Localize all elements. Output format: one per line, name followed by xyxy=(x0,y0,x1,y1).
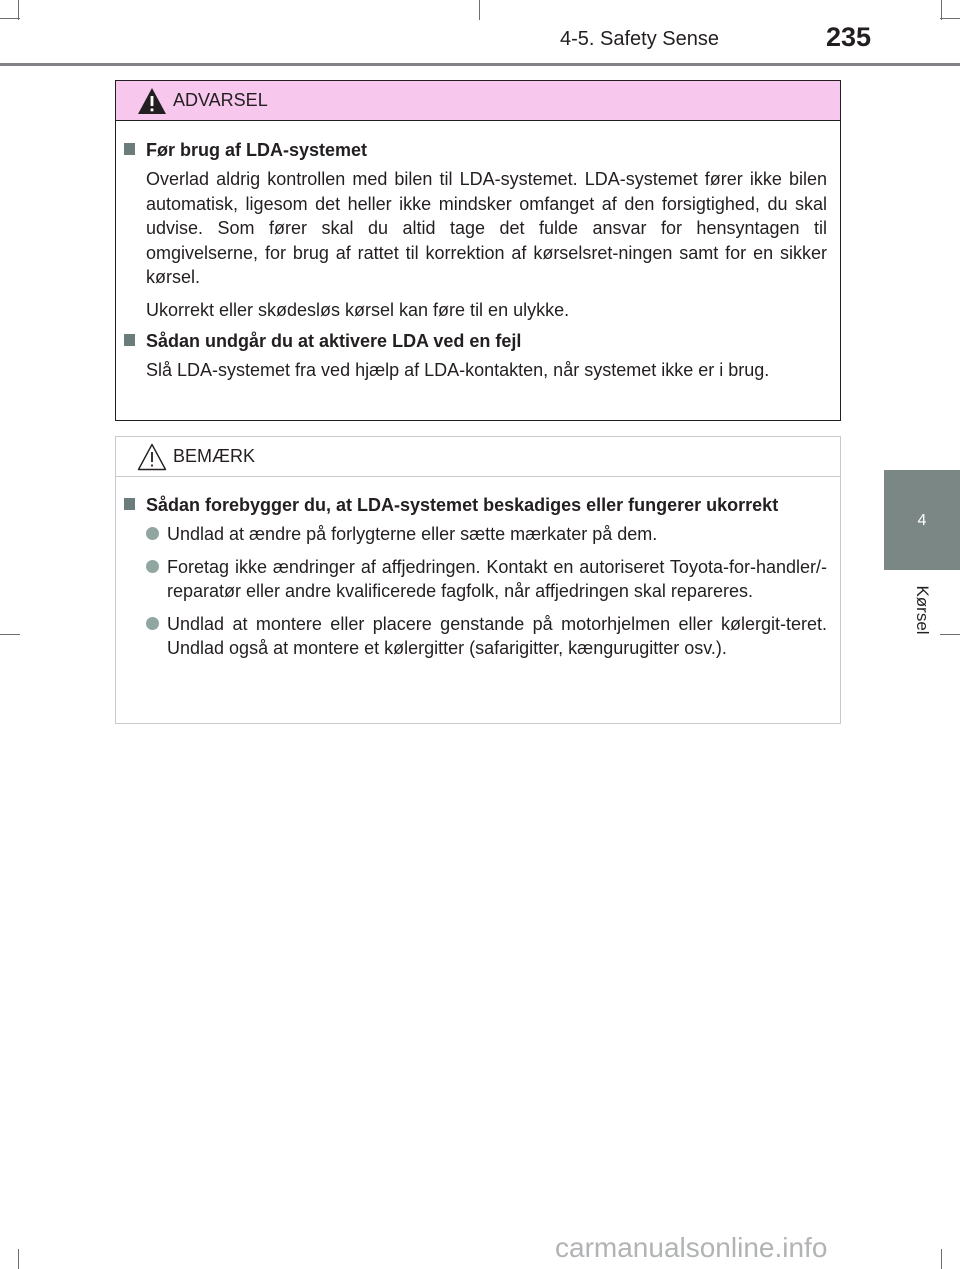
notice-subheading xyxy=(124,492,827,518)
warning-header xyxy=(116,81,840,121)
warning-label: ADVARSEL xyxy=(173,90,268,110)
notice-label: BEMÆRK xyxy=(173,446,256,466)
notice-box xyxy=(115,436,841,724)
crop-mark xyxy=(0,18,20,19)
square-bullet-icon xyxy=(124,498,135,510)
bullet-text: Undlad at montere eller placere genstande på motorhjelmen eller kølergit-teret. Undlad også at montere et kølergitter (safarigitter, kængurugitter osv.). xyxy=(167,613,827,658)
round-bullet-icon xyxy=(146,527,159,540)
notice-header xyxy=(116,437,840,477)
crop-mark xyxy=(18,0,19,20)
chapter-label: Kørsel xyxy=(913,585,932,635)
bullet-text: Foretag ikke ændringer af affjedringen. Kontakt en autoriseret Toyota-for-handler/-reparatør eller andre kvalificerede fagfolk, når affjedringen skal repareres. xyxy=(167,556,827,601)
crop-mark xyxy=(479,0,480,20)
crop-mark xyxy=(18,1249,19,1269)
crop-mark xyxy=(0,634,20,635)
crop-mark xyxy=(941,0,942,20)
crop-mark xyxy=(940,634,960,635)
warning-paragraph: Ukorrekt eller skødesløs kørsel kan føre til en ulykke. xyxy=(146,299,570,320)
notice-bullet xyxy=(146,522,827,547)
crop-mark xyxy=(940,18,960,19)
page-number: 235 xyxy=(826,22,872,52)
warning-paragraph: Slå LDA-systemet fra ved hjælp af LDA-kontakten, når systemet ikke er i brug. xyxy=(146,360,770,380)
notice-bullet xyxy=(146,555,827,604)
warning-subheading xyxy=(124,137,827,163)
crop-mark xyxy=(941,1249,942,1269)
subheading-text: Før brug af LDA-systemet xyxy=(146,140,368,160)
notice-body xyxy=(116,477,840,661)
round-bullet-icon xyxy=(146,617,159,630)
warning-subheading xyxy=(124,328,827,354)
square-bullet-icon xyxy=(124,143,135,155)
warning-triangle-icon xyxy=(136,86,168,116)
notice-triangle-icon xyxy=(136,442,168,472)
warning-paragraph: Overlad aldrig kontrollen med bilen til LDA-systemet. LDA-systemet fører ikke bilen automatisk, ligesom det heller ikke mindsker omfanget af den forsigtighed, du skal udvise. Som fører skal du altid tage det fulde ansvar for hensyntagen til omgivelserne, for brug af rattet til korrektion af kørselsret-ningen samt for en sikker kørsel. xyxy=(146,169,827,287)
warning-box xyxy=(115,80,841,421)
section-title: 4-5. Safety Sense xyxy=(560,28,719,50)
round-bullet-icon xyxy=(146,560,159,573)
header-rule xyxy=(0,63,960,66)
square-bullet-icon xyxy=(124,334,135,346)
notice-bullet xyxy=(146,612,827,661)
subheading-text: Sådan undgår du at aktivere LDA ved en fejl xyxy=(146,331,522,351)
bullet-text: Undlad at ændre på forlygterne eller sætte mærkater på dem. xyxy=(167,524,658,544)
warning-body xyxy=(116,121,840,383)
subheading-text: Sådan forebygger du, at LDA-systemet beskadiges eller fungerer ukorrekt xyxy=(146,495,779,515)
watermark: carmanualsonline.info xyxy=(555,1232,828,1263)
chapter-number: 4 xyxy=(917,512,927,529)
chapter-tab xyxy=(884,470,960,570)
